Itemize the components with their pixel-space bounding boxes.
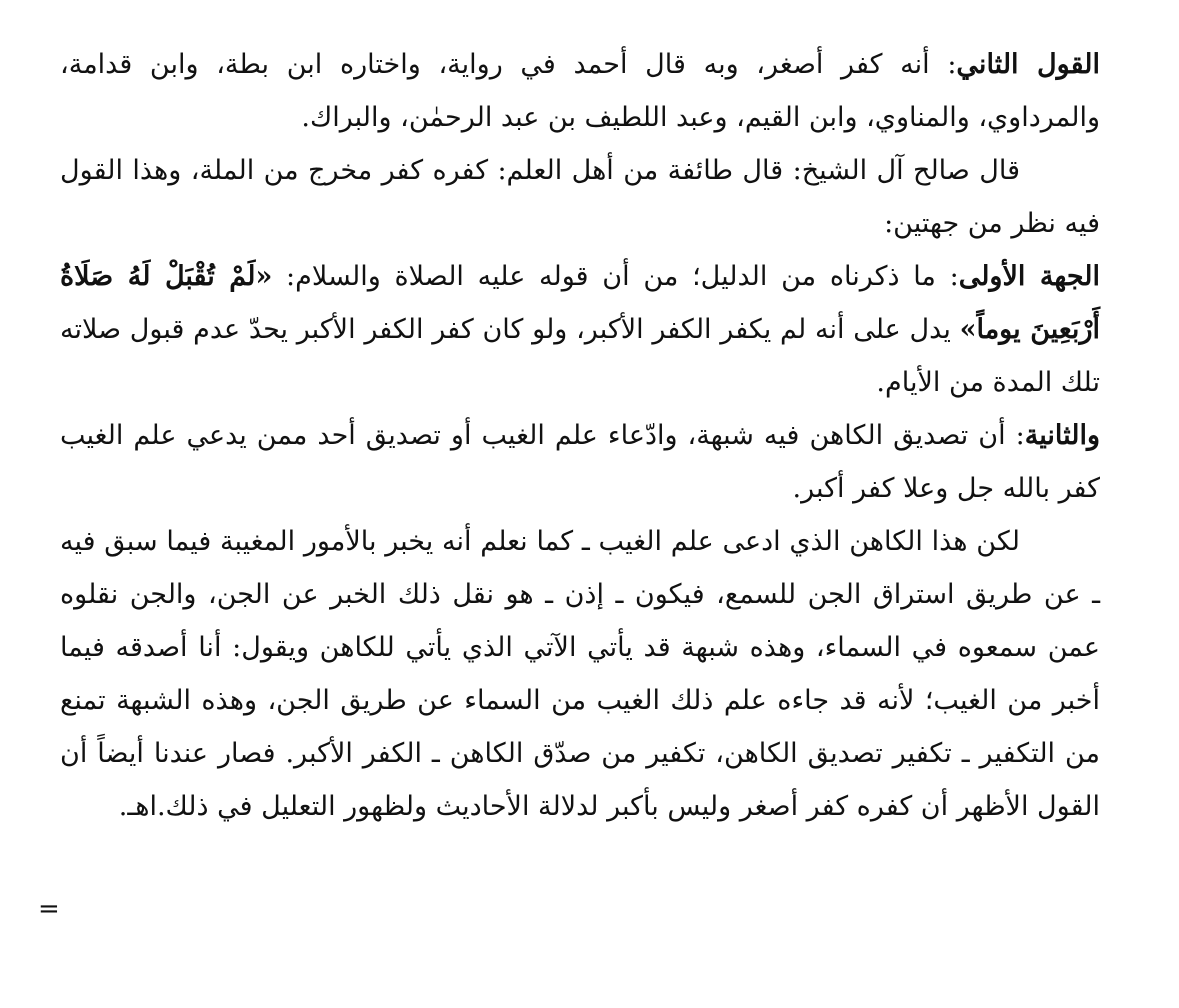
paragraph-second-opinion-text: : أنه كفر أصغر، وبه قال أحمد في رواية، واختاره ابن بطة، وابن قدامة، والمرداوي، والمناوي، وابن القيم، وعبد اللطيف بن عبد الرحمٰن، والبراك. — [60, 49, 1100, 133]
heading-second-opinion: القول الثاني — [956, 49, 1100, 80]
paragraph-second-opinion — [60, 38, 1100, 144]
paragraph-soothsayer — [60, 515, 1100, 833]
paragraph-saleh-quote-text: قال صالح آل الشيخ: قال طائفة من أهل العلم: كفره كفر مخرج من الملة، وهذا القول فيه نظر من جهتين: — [60, 155, 1100, 239]
hadith-quote: «لَمْ تُقْبَلْ لَهُ صَلَاةُ أَرْبَعِينَ يوماً» — [60, 261, 1100, 345]
paragraph-first-aspect — [60, 250, 1100, 409]
heading-first-aspect: الجهة الأولى — [958, 261, 1100, 292]
paragraph-second-aspect-text: : أن تصديق الكاهن فيه شبهة، وادّعاء علم الغيب أو تصديق أحد ممن يدعي علم الغيب كفر بالله جل وعلا كفر أكبر. — [60, 420, 1100, 504]
paragraph-saleh-quote — [60, 144, 1100, 250]
paragraph-first-aspect-text-before: : ما ذكرناه من الدليل؛ من أن قوله عليه الصلاة والسلام: — [272, 261, 959, 292]
paragraph-soothsayer-text: لكن هذا الكاهن الذي ادعى علم الغيب ـ كما نعلم أنه يخبر بالأمور المغيبة فيما سبق فيه ـ عن طريق استراق الجن للسمع، فيكون ـ إذن ـ هو نقل ذلك الخبر عن الجن، والجن نقلوه عمن سمعوه في السماء، وهذه شبهة قد يأتي الآتي الذي يأتي للكاهن ويقول: أنا أصدقه فيما أخبر من الغيب؛ لأنه قد جاءه علم ذلك الغيب من السماء عن طريق الجن، وهذه الشبهة تمنع من التكفير ـ تكفير تصديق الكاهن، تكفير من صدّق الكاهن ـ الكفر الأكبر. فصار عندنا أيضاً أن القول الأظهر أن كفره كفر أصغر وليس بأكبر لدلالة الأحاديث ولظهور التعليل في ذلك.اهـ. — [60, 526, 1100, 822]
document-page — [60, 38, 1100, 833]
paragraph-first-aspect-text-after: يدل على أنه لم يكفر الكفر الأكبر، ولو كان كفر الكفر الأكبر يحدّ عدم قبول صلاته تلك المدة من الأيام. — [60, 314, 1100, 398]
end-mark: = — [38, 894, 60, 924]
heading-second-aspect: والثانية — [1024, 420, 1100, 451]
paragraph-second-aspect — [60, 409, 1100, 515]
